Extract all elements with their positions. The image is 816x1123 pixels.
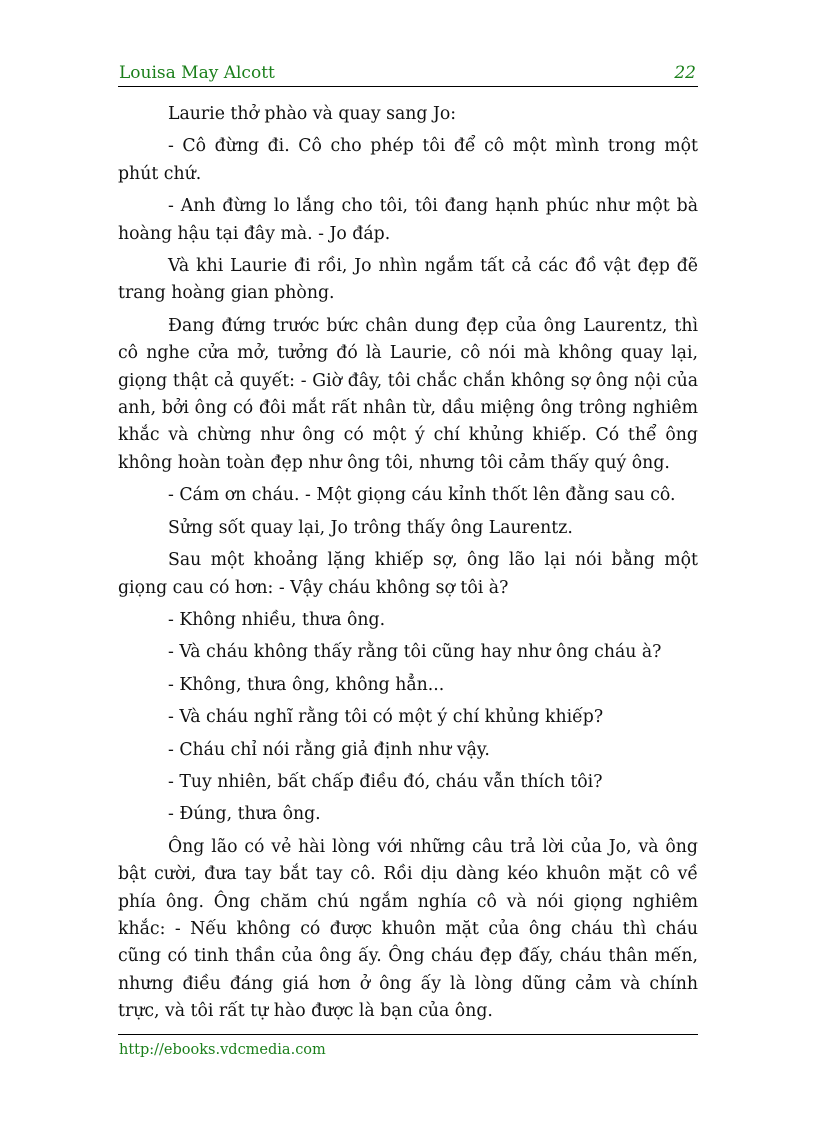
body-text <box>118 101 698 1031</box>
paragraph: - Anh đừng lo lắng cho tôi, tôi đang hạnh phúc như một bà hoàng hậu tại đây mà. - Jo đáp. <box>118 196 698 244</box>
paragraph: - Cô đừng đi. Cô cho phép tôi để cô một mình trong một phút chứ. <box>118 136 698 184</box>
paragraph: - Và cháu nghĩ rằng tôi có một ý chí khủng khiếp? <box>168 707 604 728</box>
paragraph: - Không nhiều, thưa ông. <box>168 609 386 630</box>
paragraph: - Đúng, thưa ông. <box>168 804 321 825</box>
paragraph: Ông lão có vẻ hài lòng với những câu trả lời của Jo, và ông bật cười, đưa tay bắt tay cô. Rồi dịu dàng kéo khuôn mặt cô về phía ông. Ông chăm chú ngắm nghía cô và nói giọng nghiêm khắc: - Nếu không có được khuôn mặt của ông cháu thì cháu cũng có tinh thần của ông ấy. Ông cháu đẹp đấy, cháu thân mến, nhưng điều đáng giá hơn ở ông ấy là lòng dũng cảm và chính trực, và tôi rất tự hào được là bạn của ông. <box>118 836 698 1022</box>
paragraph: Laurie thở phào và quay sang Jo: <box>168 104 457 124</box>
paragraph: Và khi Laurie đi rồi, Jo nhìn ngắm tất cả các đồ vật đẹp đẽ trang hoàng gian phòng. <box>118 256 698 304</box>
footer-rule <box>118 1034 698 1035</box>
paragraph: - Và cháu không thấy rằng tôi cũng hay như ông cháu à? <box>168 642 662 663</box>
paragraph: Sửng sốt quay lại, Jo trông thấy ông Laurentz. <box>168 517 573 538</box>
paragraph: - Cám ơn cháu. - Một giọng cáu kỉnh thốt lên đằng sau cô. <box>168 485 676 506</box>
paragraph: - Cháu chỉ nói rằng giả định như vậy. <box>168 739 490 760</box>
page-header <box>118 62 698 87</box>
header-author: Louisa May Alcott <box>119 63 275 83</box>
paragraph: Đang đứng trước bức chân dung đẹp của ông Laurentz, thì cô nghe cửa mở, tưởng đó là Laurie, cô nói mà không quay lại, giọng thật cả quyết: - Giờ đây, tôi chắc chắn không sợ ông nội của anh, bởi ông có đôi mắt rất nhân từ, dầu miệng ông trông nghiêm khắc và chừng như ông có một ý chí khủng khiếp. Có thể ông không hoàn toàn đẹp như ông tôi, nhưng tôi cảm thấy quý ông. <box>118 315 698 473</box>
header-page-number: 22 <box>674 63 696 83</box>
paragraph: - Tuy nhiên, bất chấp điều đó, cháu vẫn thích tôi? <box>168 771 603 792</box>
paragraph: Sau một khoảng lặng khiếp sợ, ông lão lại nói bằng một giọng cau có hơn: - Vậy cháu không sợ tôi à? <box>118 550 698 598</box>
footer-link[interactable]: http://ebooks.vdcmedia.com <box>119 1042 326 1058</box>
paragraph: - Không, thưa ông, không hẳn... <box>168 674 445 695</box>
